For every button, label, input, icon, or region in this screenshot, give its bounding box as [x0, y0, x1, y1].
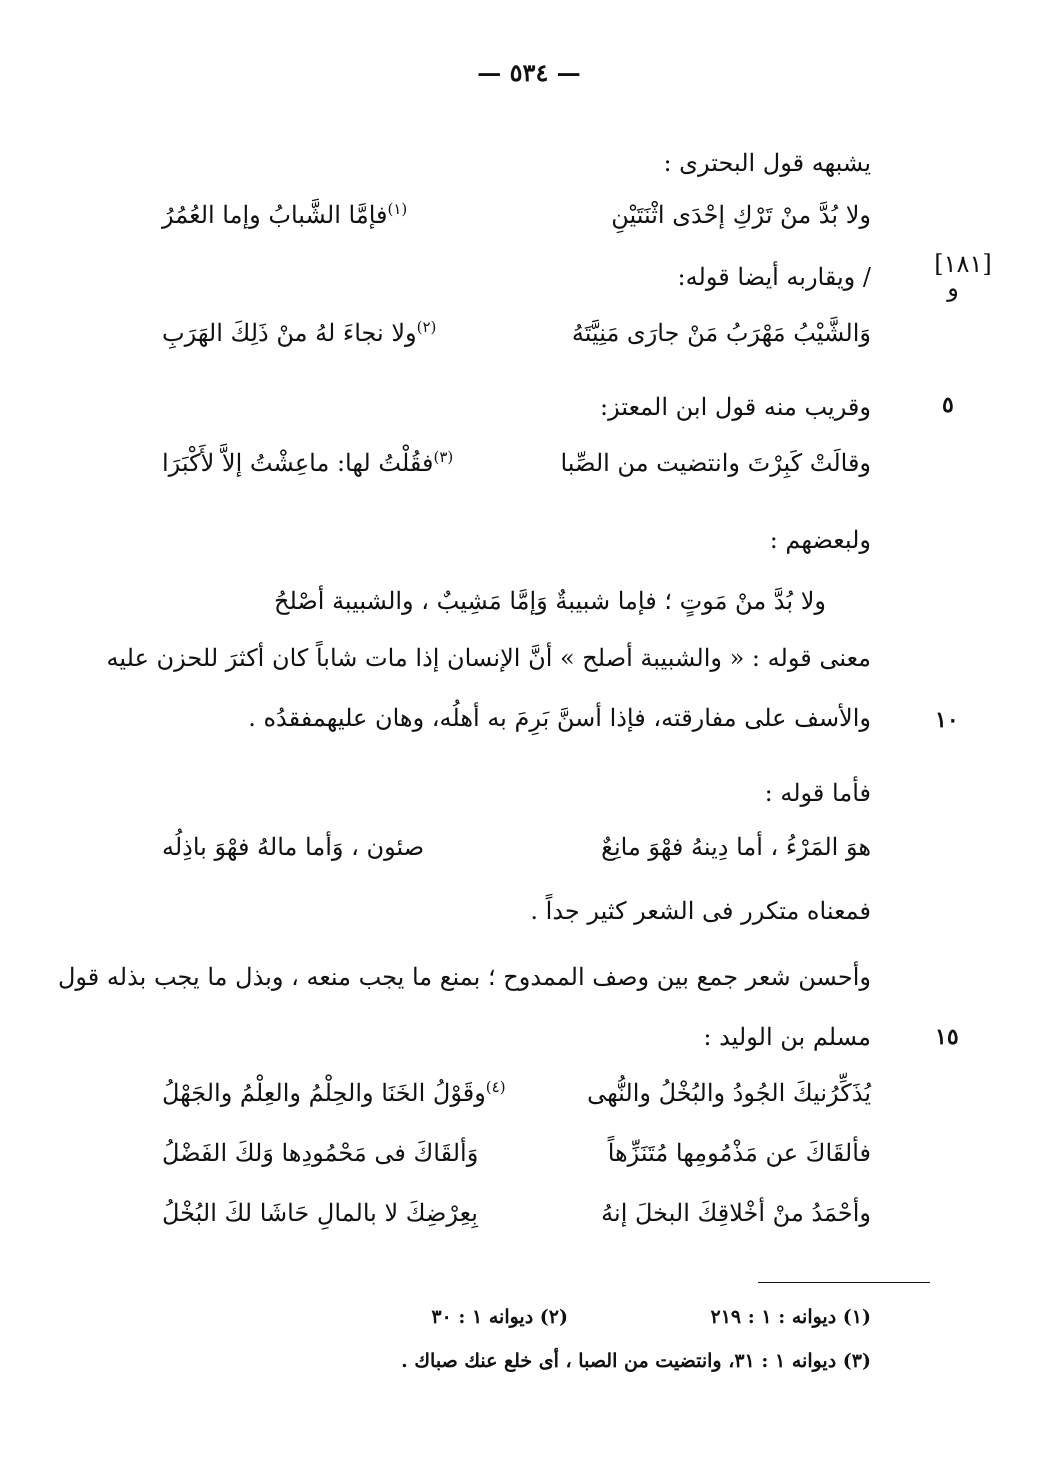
text-line: معنى قوله : « والشبيبة أصلح » أنَّ الإنسان إذا مات شاباً كان أكثرَ للحزن عليه — [106, 644, 871, 672]
line-number-15: ١٥ — [935, 1024, 959, 1050]
page-number: — ٥٣٤ — — [477, 58, 581, 87]
verse-hemistich-left-text: وقَوْلُ الخَنَا والحِلْمُ والعِلْمُ والجَهْلُ — [162, 1079, 486, 1107]
line-number-5: ٥ — [942, 392, 954, 418]
verse-hemistich-left — [162, 1078, 506, 1108]
verse-hemistich-left — [162, 318, 436, 348]
verse-hemistich-left: بِعِرْضِكَ لا بالمالِ حَاشَا لكَ البُخْلُ — [162, 1199, 478, 1227]
verse-hemistich-left-text: فقُلْتُ لها: ماعِشْتُ إلاَّ لأَكْبَرَا — [162, 449, 434, 477]
verse-hemistich-left-text: فإمَّا الشَّبابُ وإما العُمُرُ — [162, 201, 388, 229]
footnote-marker: (٢) — [416, 318, 437, 336]
footnote-1: (١) ديوانه : ١ : ٢١٩ — [710, 1306, 871, 1328]
text-line: فأما قوله : — [764, 779, 871, 807]
verse-hemistich-left — [162, 448, 453, 478]
verse-hemistich-right: هوَ المَرْءُ ، أما دِينهُ فهْوَ مانِعٌ — [601, 833, 871, 861]
text-line: وأحسن شعر جمع بين وصف الممدوح ؛ بمنع ما يجب منعه ، وبذل ما يجب بذله قول — [57, 963, 871, 991]
verse-hemistich-left-text: ولا نجاءَ لهُ منْ ذَلِكَ الهَرَبِ — [162, 319, 417, 347]
text-line: فمعناه متكرر فى الشعر كثير جداً . — [530, 897, 871, 925]
margin-reference — [928, 250, 998, 302]
verse-hemistich-left: وَألقَاكَ فى مَحْمُودِها وَلكَ الفَضْلُ — [162, 1139, 479, 1167]
footnote-3: (٣) ديوانه ١ : ٣١، وانتضيت من الصبا ، أى خلع عنك صباك . — [401, 1350, 871, 1372]
text-line: ولبعضهم : — [769, 526, 871, 554]
verse-hemistich-left: صئون ، وَأما مالهُ فهْوَ باذِلُه — [162, 833, 425, 861]
verse-hemistich-right: يُذَكِّرُنيكَ الجُودُ والبُخْلُ والنُّهى — [587, 1079, 871, 1107]
text-line: وقريب منه قول ابن المعتز: — [600, 393, 871, 421]
verse-hemistich-right: فألقَاكَ عن مَذْمُومِها مُتَنَزِّهاً — [607, 1139, 871, 1167]
text-line: / ويقاربه أيضا قوله: — [677, 263, 871, 291]
margin-reference-bottom: و — [947, 274, 959, 302]
verse-hemistich-right: وَالشَّيْبُ مَهْرَبُ مَنْ جارَى مَنِيَّتَهُ — [571, 319, 871, 347]
footnote-separator — [758, 1282, 930, 1283]
line-number-10: ١٠ — [935, 707, 959, 733]
text-line: مسلم بن الوليد : — [703, 1023, 871, 1051]
verse-hemistich-right: ولا بُدَّ منْ تَرْكِ إحْدَى اثْنَتَيْنِ — [611, 201, 871, 229]
verse-hemistich-right: وأحْمَدُ منْ أخْلاقِكَ البخلَ إنهُ — [601, 1199, 871, 1227]
footnote-marker: (٤) — [485, 1078, 506, 1096]
footnote-marker: (١) — [387, 200, 408, 218]
verse-hemistich-left — [162, 200, 407, 230]
text-line: يشبهه قول البحترى : — [663, 149, 871, 177]
footnote-marker: (٣) — [433, 448, 454, 466]
verse-line: ولا بُدَّ منْ مَوتٍ ؛ فإما شبيبةٌ وَإمَّا مَشِيبٌ ، والشبيبة أصْلحُ — [273, 587, 826, 615]
verse-hemistich-right: وقالَتْ كَبِرْتَ وانتضيت من الصِّبا — [560, 449, 871, 477]
margin-reference-top: [١٨١] — [934, 250, 992, 278]
footnote-2: (٢) ديوانه ١ : ٣٠ — [431, 1306, 568, 1328]
text-line: والأسف على مفارقته، فإذا أسنَّ بَرِمَ به أهلُه، وهان عليهمفقدُه . — [248, 704, 871, 732]
